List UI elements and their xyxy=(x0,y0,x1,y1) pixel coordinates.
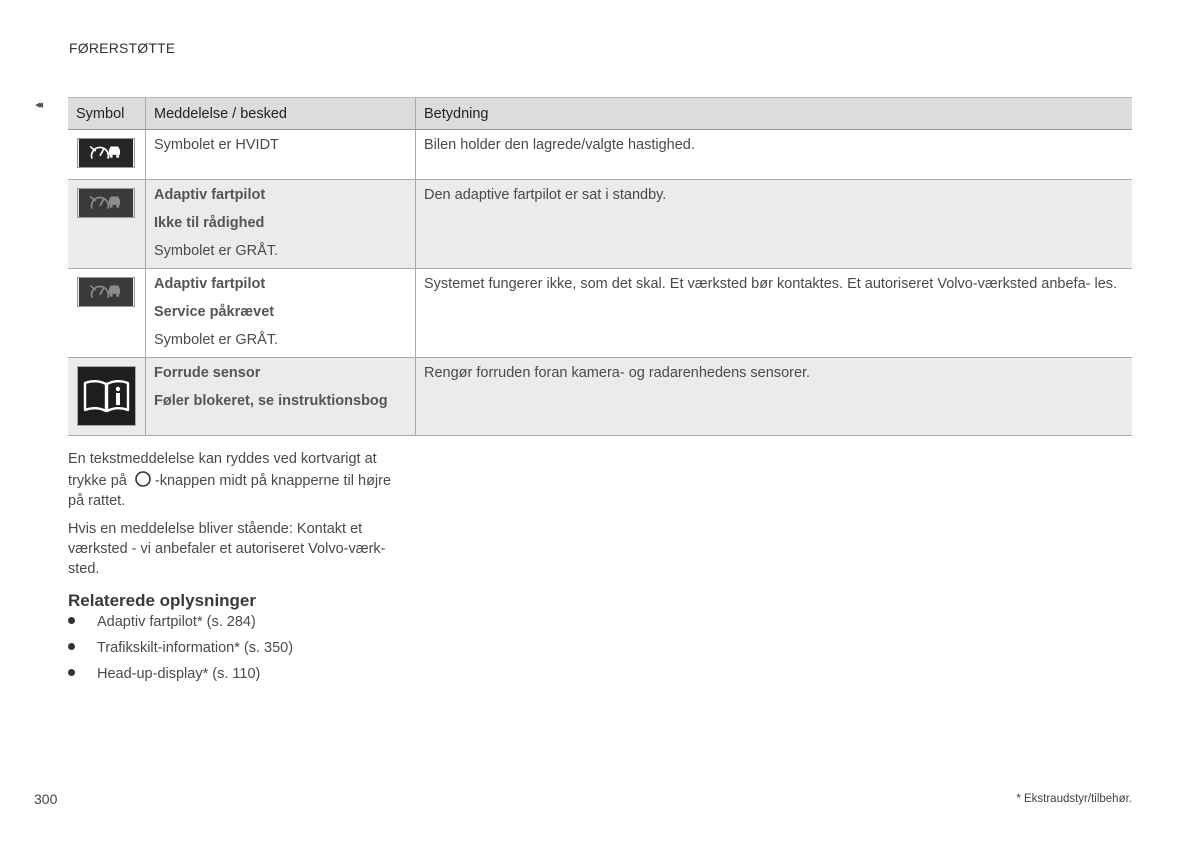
list-item[interactable] xyxy=(68,638,293,664)
manual-info-icon xyxy=(77,366,136,426)
message-subtitle: Føler blokeret, se instruktionsbog xyxy=(154,393,388,409)
message-subtitle: Ikke til rådighed xyxy=(154,215,265,231)
message-title: Adaptiv fartpilot xyxy=(154,276,266,292)
message-text: Symbolet er HVIDT xyxy=(154,137,279,153)
bullet-icon xyxy=(68,669,75,676)
message-cell xyxy=(146,358,416,436)
message-cell xyxy=(146,269,416,358)
message-title: Forrude sensor xyxy=(154,365,261,381)
section-title: FØRERSTØTTE xyxy=(69,40,176,56)
paragraph-text-start: En tekstmeddelelse kan ryddes ved kortvarigt at trykke på xyxy=(68,451,377,489)
related-link[interactable]: Adaptiv fartpilot* (s. 284) xyxy=(97,614,256,630)
meaning-text: Systemet fungerer ikke, som det skal. Et værksted bør kontaktes. Et autoriseret Volvo-værksted anbefa- les. xyxy=(424,276,1118,292)
bullet-icon xyxy=(68,643,75,650)
message-cell xyxy=(146,130,416,180)
meaning-cell xyxy=(416,180,1133,269)
meaning-text: Den adaptive fartpilot er sat i standby. xyxy=(424,187,667,203)
meaning-cell xyxy=(416,269,1133,358)
table-row xyxy=(68,269,1132,358)
bullet-icon xyxy=(68,617,75,624)
column-header-message: Meddelelse / besked xyxy=(146,98,416,130)
cruise-control-gray-icon xyxy=(77,277,135,307)
table-row xyxy=(68,180,1132,269)
related-info-list xyxy=(68,612,293,690)
table-row xyxy=(68,358,1132,436)
footnote: * Ekstraudstyr/tilbehør. xyxy=(1016,793,1132,805)
message-text: Symbolet er GRÅT. xyxy=(154,332,279,348)
table-row xyxy=(68,130,1132,180)
back-nav-arrows-icon[interactable]: ◂◂ xyxy=(35,99,41,111)
related-link[interactable]: Trafikskilt-information* (s. 350) xyxy=(97,640,294,656)
cruise-control-white-icon xyxy=(77,138,135,168)
message-text: Symbolet er GRÅT. xyxy=(154,243,279,259)
symbol-cell xyxy=(68,180,146,269)
paragraph-text-end: -knappen midt på knapperne til højre på rattet. xyxy=(68,473,392,509)
circle-button-icon xyxy=(133,469,153,489)
column-header-meaning: Betydning xyxy=(416,98,1133,130)
related-link[interactable]: Head-up-display* (s. 110) xyxy=(97,666,261,682)
meaning-text: Bilen holder den lagrede/valgte hastighed. xyxy=(424,137,695,153)
message-table xyxy=(68,97,1132,436)
symbol-cell xyxy=(68,130,146,180)
page-number: 300 xyxy=(34,791,58,807)
message-title: Adaptiv fartpilot xyxy=(154,187,266,203)
symbol-cell xyxy=(68,358,146,436)
meaning-cell xyxy=(416,130,1133,180)
message-cell xyxy=(146,180,416,269)
list-item[interactable] xyxy=(68,612,293,638)
list-item[interactable] xyxy=(68,664,293,690)
cruise-control-gray-icon xyxy=(77,188,135,218)
meaning-text: Rengør forruden foran kamera- og radarenhedens sensorer. xyxy=(424,365,811,381)
clear-message-paragraph xyxy=(68,449,408,511)
message-subtitle: Service påkrævet xyxy=(154,304,275,320)
table-header-row xyxy=(68,98,1132,130)
column-header-symbol: Symbol xyxy=(68,98,146,130)
related-info-heading: Relaterede oplysninger xyxy=(68,591,257,610)
meaning-cell xyxy=(416,358,1133,436)
contact-workshop-paragraph: Hvis en meddelelse bliver stående: Kontakt et værksted - vi anbefaler et autoriseret Volvo-værk- sted. xyxy=(68,521,386,577)
symbol-cell xyxy=(68,269,146,358)
